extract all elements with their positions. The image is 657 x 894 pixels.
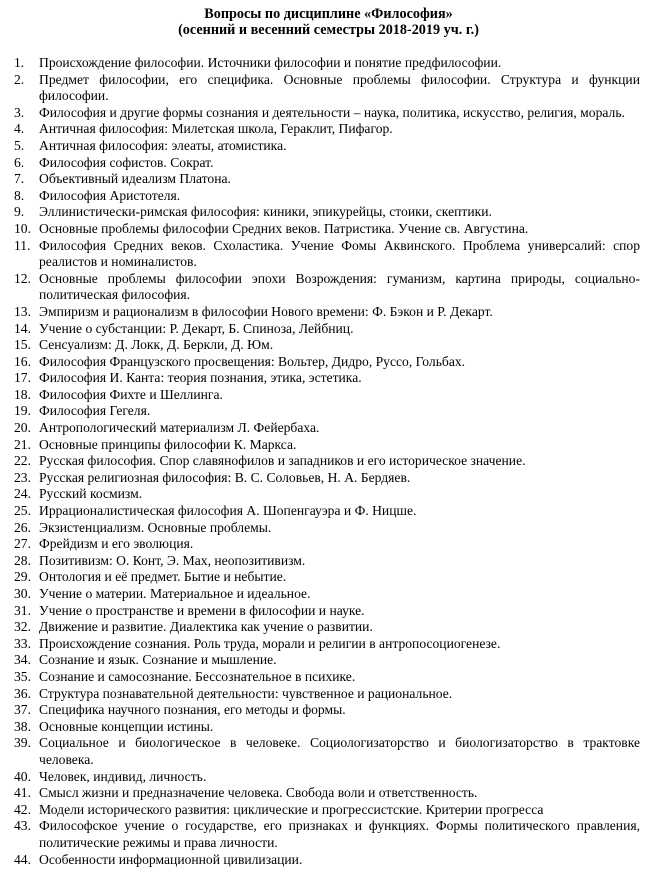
question-item [14, 719, 640, 736]
question-number: 24. [14, 486, 31, 502]
question-number: 34. [14, 652, 31, 668]
question-text: Модели исторического развития: циклические и прогрессистские. Критерии прогресса [39, 801, 544, 817]
question-text: Иррационалистическая философия А. Шопенгауэра и Ф. Ницше. [39, 503, 417, 519]
question-item [14, 337, 640, 354]
question-text: Философия И. Канта: теория познания, этика, эстетика. [39, 370, 362, 386]
question-text: Учение о пространстве и времени в философии и науке. [39, 602, 365, 618]
question-list [14, 55, 640, 868]
question-number: 40. [14, 768, 31, 784]
question-text: Античная философия: элеаты, атомистика. [39, 137, 287, 153]
question-number: 22. [14, 453, 31, 469]
question-number: 3. [14, 104, 25, 120]
question-item [14, 437, 640, 454]
question-number: 15. [14, 337, 31, 353]
question-item [14, 55, 640, 72]
question-item [14, 686, 640, 703]
question-item [14, 486, 640, 503]
question-item [14, 470, 640, 487]
question-text: Философское учение о государстве, его признаках и функциях. Формы политического правления, политические режимы и права личности. [39, 818, 640, 850]
question-item [14, 271, 640, 304]
question-item [14, 304, 640, 321]
question-text: Экзистенциализм. Основные проблемы. [39, 519, 272, 535]
question-number: 5. [14, 137, 25, 153]
question-number: 44. [14, 851, 31, 867]
question-number: 21. [14, 436, 31, 452]
question-number: 4. [14, 121, 25, 137]
question-number: 2. [14, 71, 25, 87]
question-text: Античная философия: Милетская школа, Гераклит, Пифагор. [39, 121, 393, 137]
question-text: Основные проблемы философии Средних веков. Патристика. Учение св. Августина. [39, 220, 529, 236]
question-number: 36. [14, 685, 31, 701]
question-number: 27. [14, 536, 31, 552]
question-number: 6. [14, 154, 25, 170]
question-text: Философия Аристотеля. [39, 187, 181, 203]
question-number: 19. [14, 403, 31, 419]
question-number: 26. [14, 519, 31, 535]
question-item [14, 520, 640, 537]
question-item [14, 769, 640, 786]
question-number: 35. [14, 668, 31, 684]
question-text: Человек, индивид, личность. [39, 768, 207, 784]
question-number: 12. [14, 270, 31, 286]
question-text: Эмпиризм и рационализм в философии Нового времени: Ф. Бэкон и Р. Декарт. [39, 303, 493, 319]
question-number: 43. [14, 818, 31, 834]
question-item [14, 221, 640, 238]
question-item [14, 802, 640, 819]
question-number: 13. [14, 303, 31, 319]
question-number: 10. [14, 220, 31, 236]
question-item [14, 536, 640, 553]
question-number: 33. [14, 635, 31, 651]
question-text: Эллинистически-римская философия: киники, эпикурейцы, стоики, скептики. [39, 204, 492, 220]
question-text: Учение о субстанции: Р. Декарт, Б. Спиноза, Лейбниц. [39, 320, 354, 336]
question-item [14, 636, 640, 653]
question-number: 29. [14, 569, 31, 585]
question-number: 39. [14, 735, 31, 751]
question-item [14, 354, 640, 371]
question-text: Философия и другие формы сознания и деятельности – наука, политика, искусство, религия, мораль. [39, 104, 625, 120]
question-text: Философия Средних веков. Схоластика. Учение Фомы Аквинского. Проблема универсалий: спор реалистов и номиналистов. [39, 237, 640, 270]
question-number: 17. [14, 370, 31, 386]
question-number: 9. [14, 204, 25, 220]
question-number: 38. [14, 718, 31, 734]
question-item [14, 603, 640, 620]
question-item [14, 403, 640, 420]
question-text: Русская философия. Спор славянофилов и западников и его историческое значение. [39, 453, 526, 469]
question-item [14, 702, 640, 719]
question-text: Онтология и её предмет. Бытие и небытие. [39, 569, 287, 585]
question-text: Философия Французского просвещения: Вольтер, Дидро, Руссо, Гольбах. [39, 353, 466, 369]
question-number: 20. [14, 420, 31, 436]
question-text: Специфика научного познания, его методы и формы. [39, 702, 346, 718]
question-text: Смысл жизни и предназначение человека. Свобода воли и ответственность. [39, 785, 478, 801]
question-text: Русский космизм. [39, 486, 143, 502]
question-number: 37. [14, 702, 31, 718]
question-item [14, 121, 640, 138]
question-text: Сознание и язык. Сознание и мышление. [39, 652, 277, 668]
question-text: Особенности информационной цивилизации. [39, 851, 303, 867]
question-number: 32. [14, 619, 31, 635]
question-text: Философия софистов. Сократ. [39, 154, 214, 170]
question-text: Происхождение сознания. Роль труда, морали и религии в антропосоциогенезе. [39, 635, 501, 651]
question-number: 14. [14, 320, 31, 336]
question-text: Основные проблемы философии эпохи Возрождения: гуманизм, картина природы, социально-политическая философия. [39, 270, 640, 303]
question-number: 30. [14, 586, 31, 601]
question-item [14, 387, 640, 404]
question-text: Фрейдизм и его эволюция. [39, 536, 194, 552]
question-number: 16. [14, 353, 31, 369]
question-item [14, 619, 640, 636]
question-item [14, 669, 640, 686]
question-text: Сознание и самосознание. Бессознательное в психике. [39, 668, 356, 684]
question-item [14, 204, 640, 221]
question-number: 25. [14, 503, 31, 519]
question-item [14, 652, 640, 669]
question-text: Антропологический материализм Л. Фейербаха. [39, 420, 320, 436]
question-text: Позитивизм: О. Конт, Э. Мах, неопозитивизм. [39, 552, 306, 568]
question-item [14, 105, 640, 122]
question-item [14, 138, 640, 155]
question-item [14, 321, 640, 338]
question-number: 7. [14, 171, 25, 187]
question-text: Основные принципы философии К. Маркса. [39, 436, 297, 452]
question-item [14, 171, 640, 188]
question-item [14, 188, 640, 205]
question-item [14, 453, 640, 470]
question-number: 18. [14, 386, 31, 402]
question-number: 23. [14, 469, 31, 485]
question-item [14, 503, 640, 520]
question-item [14, 553, 640, 570]
question-item [14, 370, 640, 387]
question-text: Движение и развитие. Диалектика как учение о развитии. [39, 619, 373, 635]
question-text: Происхождение философии. Источники философии и понятие предфилософии. [39, 55, 502, 70]
question-number: 28. [14, 552, 31, 568]
question-number: 42. [14, 801, 31, 817]
question-text: Объективный идеализм Платона. [39, 171, 231, 187]
question-number: 31. [14, 602, 31, 618]
question-text: Социальное и биологическое в человеке. Социологизаторство и биологизаторство в трактовке человека. [39, 735, 640, 767]
question-item [14, 785, 640, 802]
question-item [14, 818, 640, 851]
question-text: Основные концепции истины. [39, 718, 214, 734]
question-text: Учение о материи. Материальное и идеальное. [39, 586, 311, 601]
question-item [14, 852, 640, 869]
question-text: Структура познавательной деятельности: чувственное и рациональное. [39, 685, 453, 701]
question-item [14, 155, 640, 172]
question-number: 11. [14, 237, 31, 253]
document-subtitle: (осенний и весенний семестры 2018-2019 уч. г.) [178, 22, 479, 38]
question-item [14, 238, 640, 271]
question-text: Философия Гегеля. [39, 403, 151, 419]
question-number: 8. [14, 187, 25, 203]
question-item [14, 735, 640, 768]
question-item [14, 72, 640, 105]
question-text: Русская религиозная философия: В. С. Соловьев, Н. А. Бердяев. [39, 469, 411, 485]
question-item [14, 420, 640, 437]
question-item [14, 586, 640, 603]
question-text: Философия Фихте и Шеллинга. [39, 386, 223, 402]
question-text: Сенсуализм: Д. Локк, Д. Беркли, Д. Юм. [39, 337, 274, 353]
question-number: 41. [14, 785, 31, 801]
question-text: Предмет философии, его специфика. Основные проблемы философии. Структура и функции философии. [39, 71, 640, 104]
question-item [14, 569, 640, 586]
question-number: 1. [14, 55, 25, 70]
document-title: Вопросы по дисциплине «Философия» [204, 6, 453, 22]
